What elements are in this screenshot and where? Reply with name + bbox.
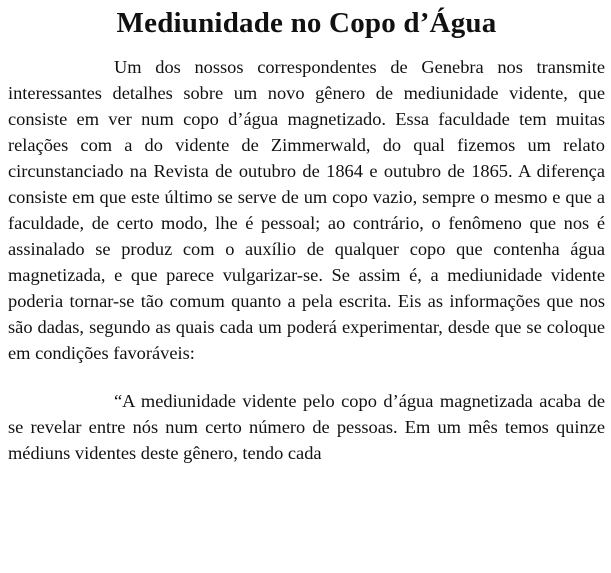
paragraph-2: “A mediunidade vidente pelo copo d’água magnetizada acaba de se revelar entre nós num certo número de pessoas. Em um mês temos quinze médiuns videntes deste gênero, tendo cada <box>8 391 605 463</box>
page-title: Mediunidade no Copo d’Água <box>116 7 497 39</box>
paragraph-1: Um dos nossos correspondentes de Genebra nos transmite interessantes detalhes sobre um novo gênero de mediunidade vidente, que consiste em ver num copo d’água magnetizado. Essa faculdade tem muitas relações com a do vidente de Zimmerwald, do qual fizemos um relato circunstanciado na Revista de outubro de 1864 e outubro de 1865. A diferença consiste em que este último se serve de um copo vazio, sempre o mesmo e que a faculdade, de certo modo, lhe é pessoal; ao contrário, o fenômeno que nos é assinalado se produz com o auxílio de qualquer copo que contenha água magnetizada, e que parece vulgarizar-se. Se assim é, a mediunidade vidente poderia tornar-se tão comum quanto a pela escrita. Eis as informações que nos são dadas, segundo as quais cada um poderá experimentar, desde que se coloque em condições favoráveis: <box>8 57 605 363</box>
